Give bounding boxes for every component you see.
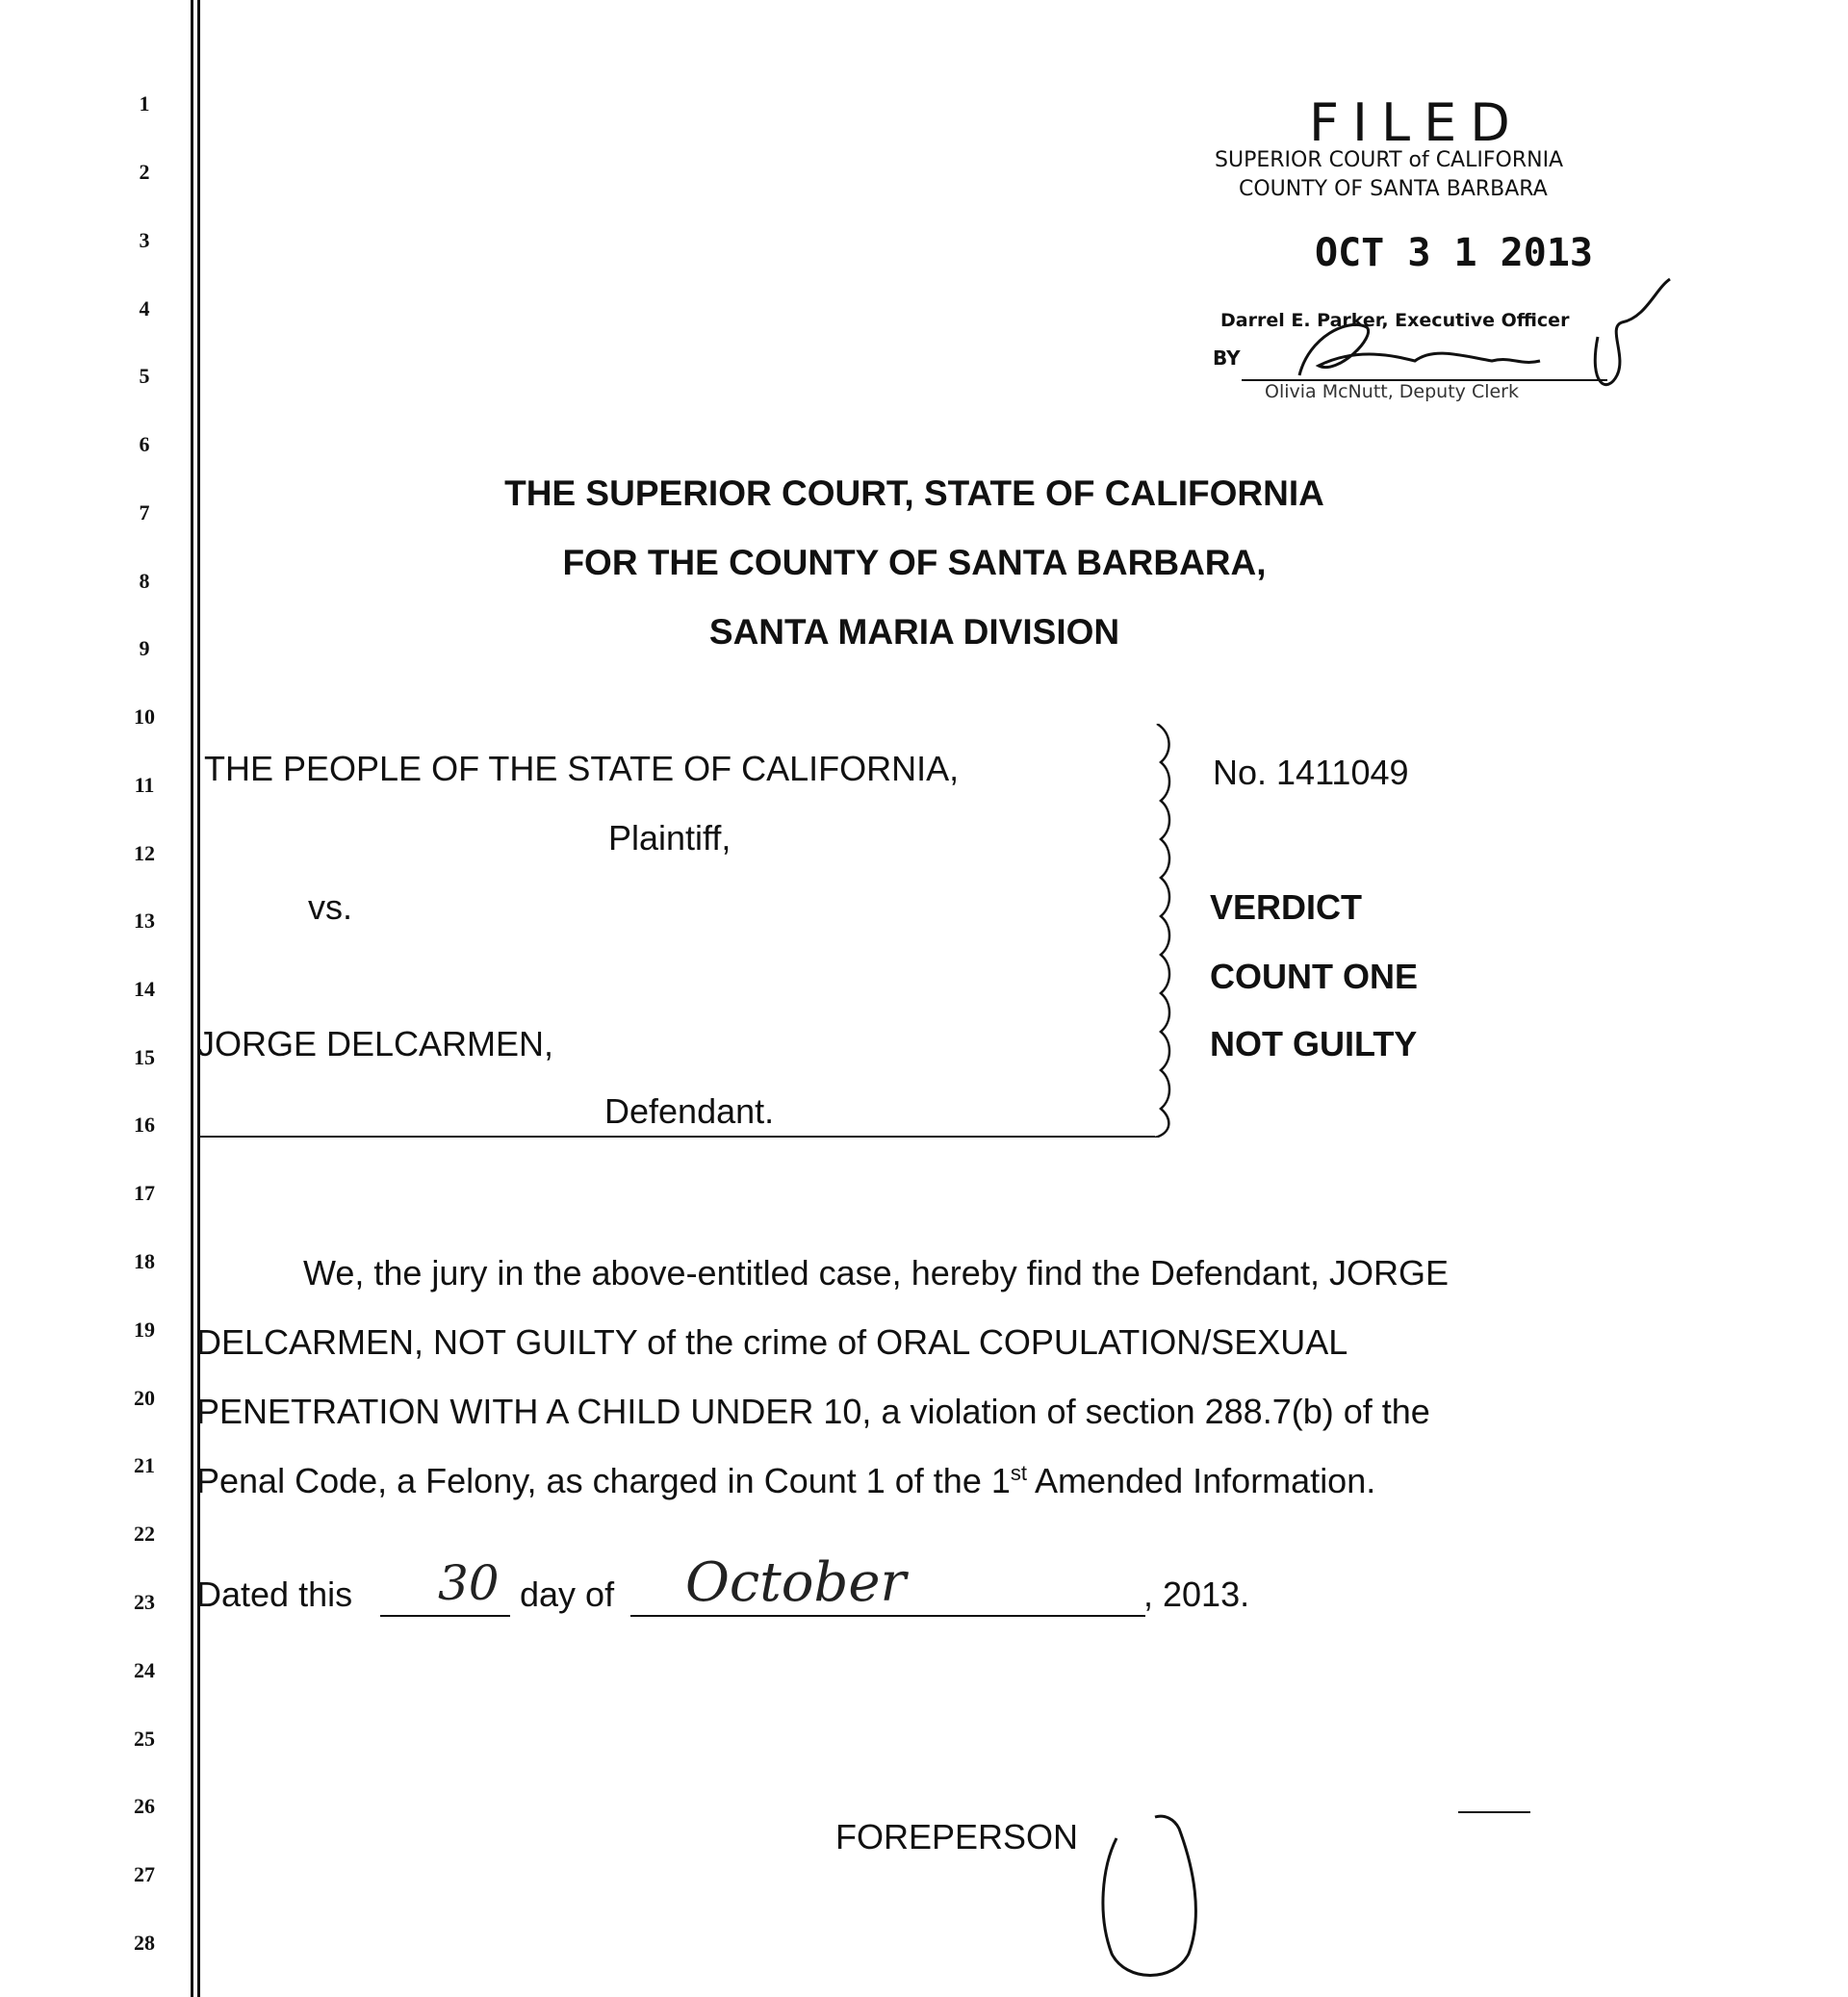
line-number: 23 (134, 1590, 155, 1614)
line-number: 13 (134, 909, 155, 933)
verdict-text-line-3: PENETRATION WITH A CHILD UNDER 10, a violation of section 288.7(b) of the (196, 1392, 1430, 1431)
line-number: 15 (134, 1045, 155, 1069)
line-number: 8 (139, 569, 150, 593)
dated-month-line (630, 1615, 1145, 1617)
verdict-title: VERDICT (1210, 887, 1363, 927)
dated-prefix: Dated this (196, 1575, 353, 1614)
line-number: 5 (139, 364, 150, 388)
dated-month-value: October (685, 1551, 907, 1614)
caption-bracket (1145, 724, 1184, 1138)
plaintiff-label: Plaintiff, (608, 818, 732, 858)
line-number: 16 (134, 1113, 155, 1137)
line-number: 20 (134, 1386, 155, 1410)
defendant-label: Defendant. (604, 1091, 775, 1131)
line-number: 26 (134, 1794, 155, 1818)
stamp-filed-title: FILED (1309, 92, 1524, 153)
line-number: 9 (139, 636, 150, 660)
line-number: 7 (139, 500, 150, 525)
verdict-text-line-4a: Penal Code, a Felony, as charged in Count 1 of the 1 (196, 1461, 1011, 1500)
line-number: 21 (134, 1453, 155, 1477)
margin-rule-right (197, 0, 200, 1997)
defendant-name: JORGE DELCARMEN, (197, 1024, 554, 1063)
verdict-text-ordinal: st (1010, 1461, 1028, 1485)
line-number: 4 (139, 296, 150, 320)
foreperson-label: FOREPERSON (835, 1817, 1079, 1856)
line-number: 3 (139, 228, 150, 252)
verdict-text-line-1: We, the jury in the above-entitled case, hereby find the Defendant, JORGE (303, 1253, 1450, 1293)
line-number: 22 (134, 1522, 155, 1546)
line-number: 17 (134, 1181, 155, 1205)
dated-day-line (380, 1615, 510, 1617)
dated-day-value: 30 (438, 1555, 500, 1611)
verdict-text-line-2: DELCARMEN, NOT GUILTY of the crime of ORAL COPULATION/SEXUAL (196, 1322, 1348, 1362)
line-number: 11 (134, 773, 155, 797)
line-number: 2 (139, 160, 150, 184)
dated-mid: day of (520, 1575, 615, 1614)
verdict-count: COUNT ONE (1210, 957, 1418, 996)
line-number: 18 (134, 1249, 155, 1273)
stamp-by-label: BY (1213, 346, 1241, 370)
stamp-court-line: SUPERIOR COURT of CALIFORNIA (1215, 148, 1564, 172)
line-number: 1 (139, 91, 150, 115)
signature-stray-mark (1458, 1811, 1530, 1813)
plaintiff-name: THE PEOPLE OF THE STATE OF CALIFORNIA, (204, 749, 960, 788)
verdict-finding: NOT GUILTY (1210, 1024, 1418, 1063)
line-number: 25 (134, 1727, 155, 1751)
line-number: 28 (134, 1931, 155, 1955)
margin-rule-left (191, 0, 193, 1997)
dated-suffix: , 2013. (1143, 1575, 1250, 1614)
caption-underline (197, 1136, 1155, 1138)
verdict-text-line-4b: Amended Information. (1027, 1461, 1376, 1500)
heading-line-1: THE SUPERIOR COURT, STATE OF CALIFORNIA (504, 474, 1324, 513)
line-number: 27 (134, 1862, 155, 1886)
stamp-county-line: COUNTY OF SANTA BARBARA (1239, 177, 1548, 201)
foreperson-signature-icon (1097, 1809, 1213, 1983)
line-number: 19 (134, 1318, 155, 1342)
line-number: 24 (134, 1658, 155, 1682)
case-number: No. 1411049 (1213, 753, 1409, 792)
line-number: 12 (134, 841, 155, 865)
heading-line-3: SANTA MARIA DIVISION (708, 612, 1120, 652)
line-number: 14 (134, 977, 155, 1001)
line-number: 10 (134, 704, 155, 729)
stamp-officer-line: Darrel E. Parker, Executive Officer (1220, 310, 1570, 331)
stamp-date: OCT 3 1 2013 (1315, 231, 1593, 275)
stamp-clerk-line: Olivia McNutt, Deputy Clerk (1265, 381, 1519, 402)
vs-label: vs. (308, 887, 353, 927)
verdict-text-line-4 (196, 1461, 1375, 1501)
heading-line-2: FOR THE COUNTY OF SANTA BARBARA, (562, 543, 1267, 582)
line-number: 6 (139, 432, 150, 456)
